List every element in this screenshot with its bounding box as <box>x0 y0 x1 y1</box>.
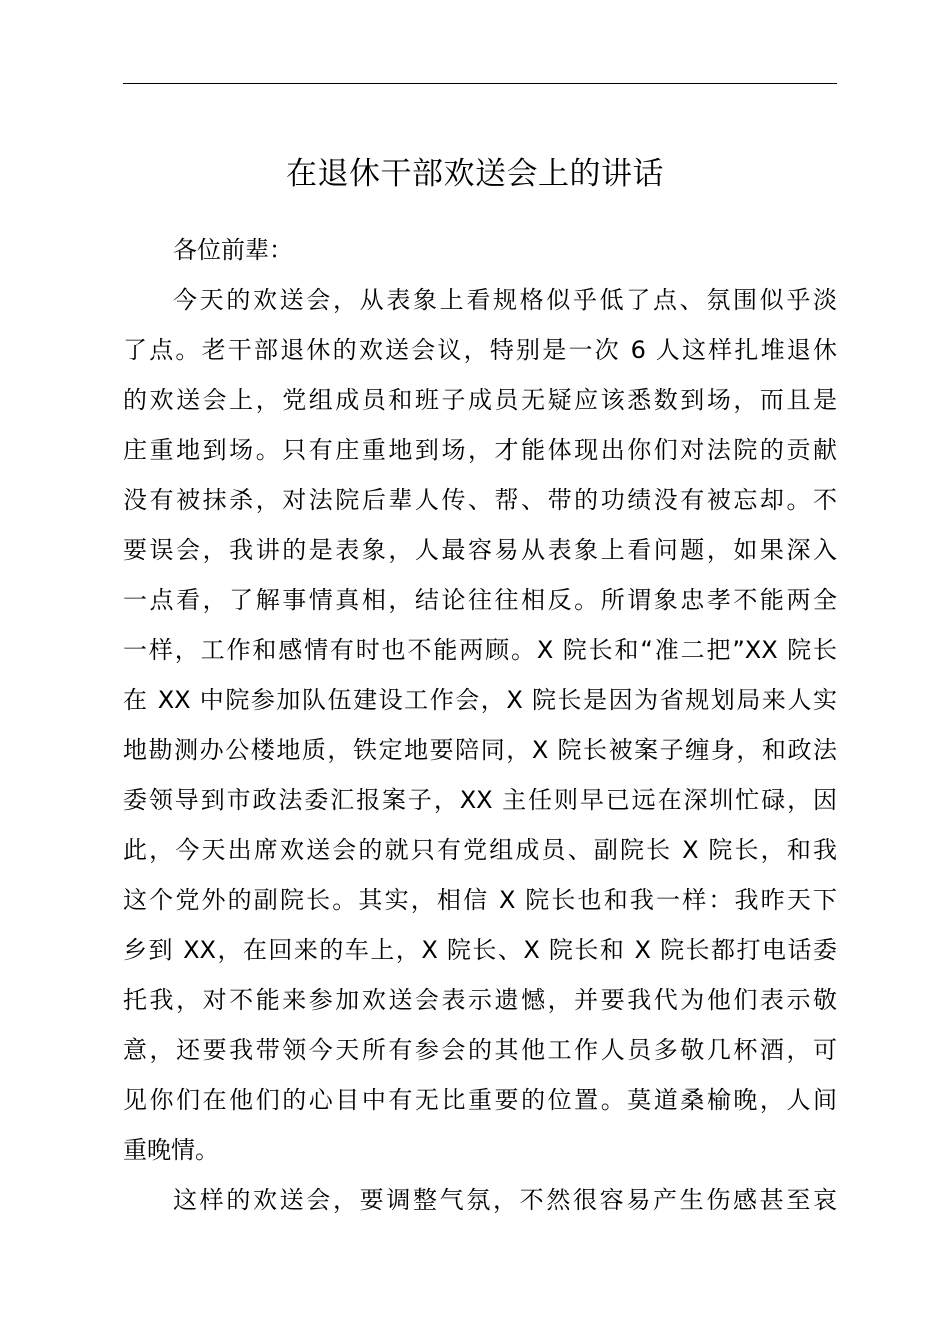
header-rule <box>123 83 837 84</box>
paragraph-line: 乡到 XX，在回来的车上，X 院长、X 院长和 X 院长都打电话委 <box>123 936 837 964</box>
paragraph-line: 委领导到市政法委汇报案子，XX 主任则早已远在深圳忙碌，因 <box>123 786 837 814</box>
paragraph-line: 托我，对不能来参加欢送会表示遗憾，并要我代为他们表示敬 <box>123 986 837 1014</box>
paragraph-line: 没有被抹杀，对法院后辈人传、帮、带的功绩没有被忘却。不 <box>123 486 837 514</box>
paragraph-line: 的欢送会上，党组成员和班子成员无疑应该悉数到场，而且是 <box>123 386 837 414</box>
paragraph-line: 在 XX 中院参加队伍建设工作会，X 院长是因为省规划局来人实 <box>123 686 837 714</box>
paragraph-line: 一点看，了解事情真相，结论往往相反。所谓象忠孝不能两全 <box>123 586 837 614</box>
paragraph-line: 地勘测办公楼地质，铁定地要陪同，X 院长被案子缠身，和政法 <box>123 736 837 764</box>
paragraph-2 <box>123 1175 837 1225</box>
salutation: 各位前辈： <box>173 236 293 264</box>
paragraph-line: 今天的欢送会，从表象上看规格似乎低了点、氛围似乎淡 <box>173 286 837 314</box>
paragraph-line: 要误会，我讲的是表象，人最容易从表象上看问题，如果深入 <box>123 536 837 564</box>
paragraph-line: 意，还要我带领今天所有参会的其他工作人员多敬几杯酒，可 <box>123 1036 837 1064</box>
document-title: 在退休干部欢送会上的讲话 <box>286 156 664 192</box>
paragraph-line: 这样的欢送会，要调整气氛，不然很容易产生伤感甚至哀 <box>173 1186 837 1214</box>
paragraph-line: 一样，工作和感情有时也不能两顾。X 院长和“准二把”XX 院长 <box>123 636 837 664</box>
paragraph-line: 这个党外的副院长。其实，相信 X 院长也和我一样：我昨天下 <box>123 886 837 914</box>
paragraph-1 <box>123 275 837 1175</box>
document-body <box>123 225 837 1225</box>
paragraph-line: 了点。老干部退休的欢送会议，特别是一次 6 人这样扎堆退休 <box>123 336 837 364</box>
paragraph-line: 庄重地到场。只有庄重地到场，才能体现出你们对法院的贡献 <box>123 436 837 464</box>
paragraph-line: 此，今天出席欢送会的就只有党组成员、副院长 X 院长，和我 <box>123 836 837 864</box>
paragraph-line: 见你们在他们的心目中有无比重要的位置。莫道桑榆晚，人间 <box>123 1086 837 1114</box>
paragraph-line: 重晚情。 <box>123 1136 219 1164</box>
